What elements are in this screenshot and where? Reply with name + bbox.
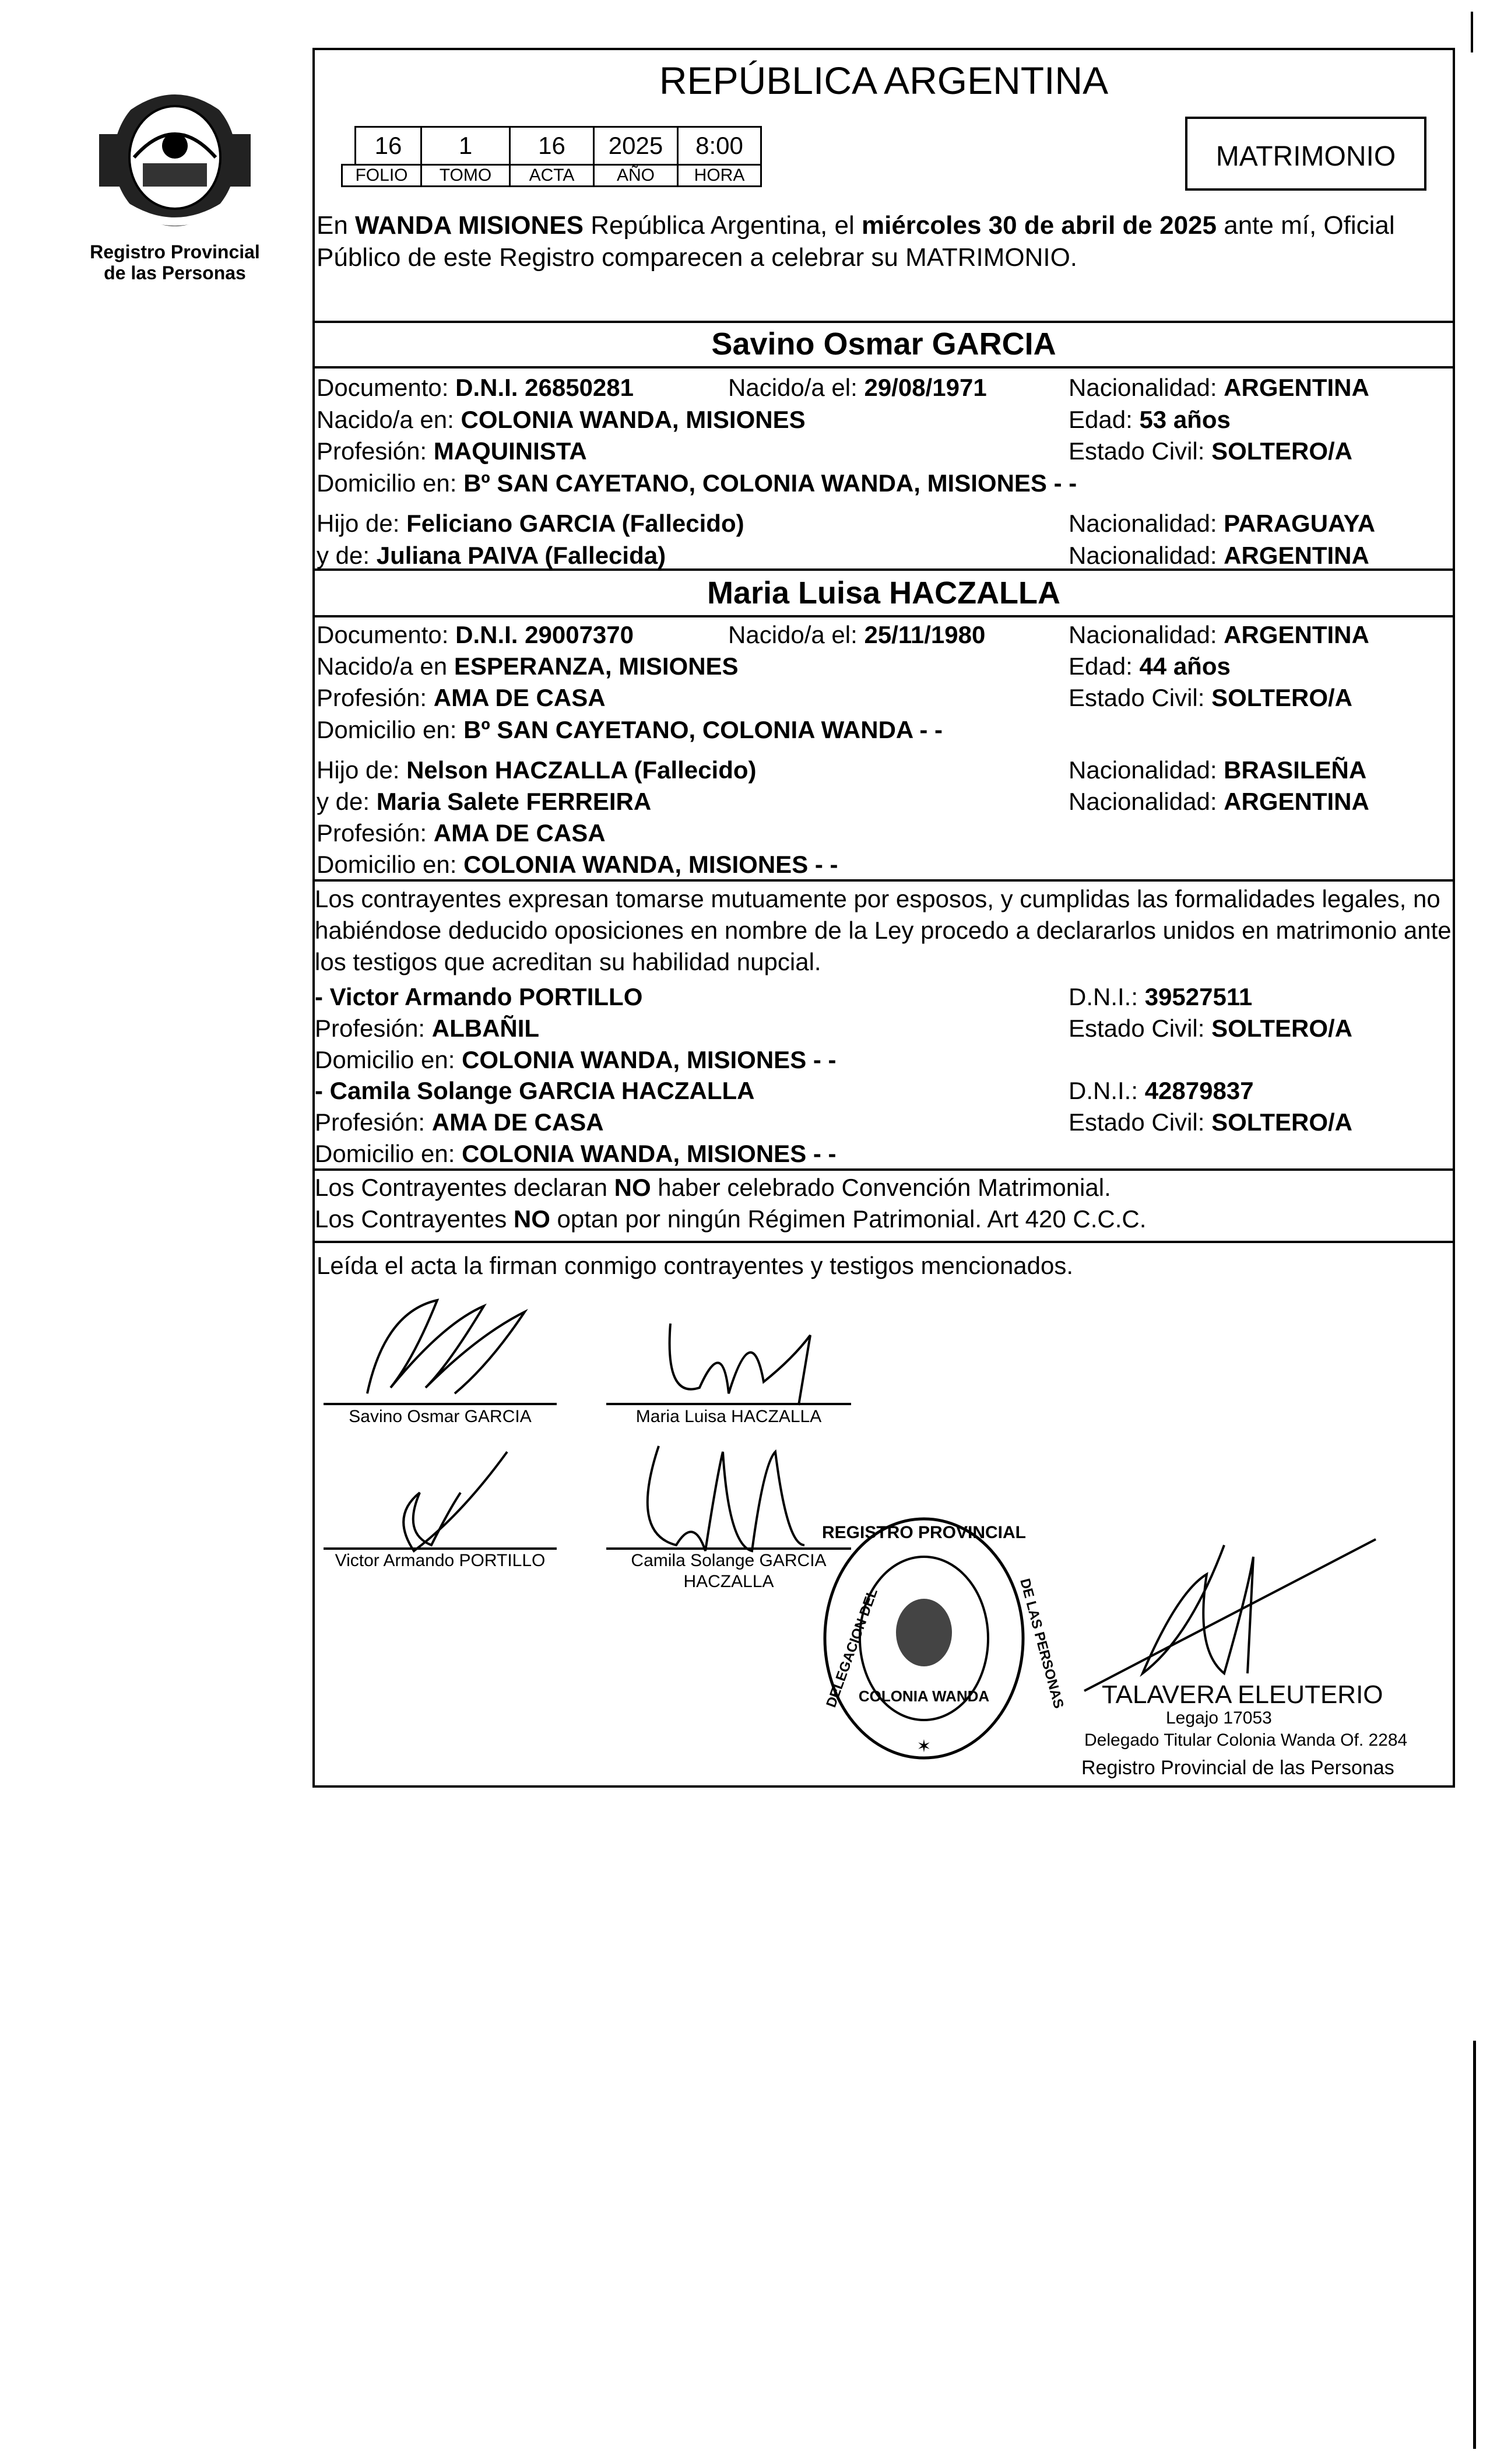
spouse1-civil-status: Estado Civil: SOLTERO/A <box>1069 437 1352 465</box>
spouse2-mother-address: Domicilio en: COLONIA WANDA, MISIONES - - <box>317 851 838 878</box>
act-type: MATRIMONIO <box>1215 141 1396 172</box>
witness1-name: - Victor Armando PORTILLO <box>315 983 643 1010</box>
spouse2-father: Hijo de: Nelson HACZALLA (Fallecido) <box>317 756 757 784</box>
spouse2-mother-profession: Profesión: AMA DE CASA <box>317 819 606 847</box>
spouse1-father-nationality: Nacionalidad: PARAGUAYA <box>1069 510 1376 537</box>
spouse2-birthdate: Nacido/a el: 25/11/1980 <box>728 621 986 648</box>
provincial-seal <box>87 76 262 233</box>
tomo-label: TOMO <box>420 164 511 187</box>
intro-place: WANDA MISIONES <box>355 211 584 240</box>
folio-label: FOLIO <box>341 164 422 187</box>
spouse1-mother: y de: Juliana PAIVA (Fallecida) <box>317 542 666 569</box>
read-statement: Leída el acta la firman conmigo contrayentes y testigos mencionados. <box>317 1252 1074 1279</box>
spouse1-document: Documento: D.N.I. 26850281 <box>317 374 634 401</box>
spouse1-birthplace: Nacido/a en: COLONIA WANDA, MISIONES <box>317 406 806 433</box>
sig3-line <box>324 1547 557 1550</box>
spouse2-mother: y de: Maria Salete FERREIRA <box>317 788 652 815</box>
intro-line2: Público de este Registro comparecen a celebrar su MATRIMONIO. <box>317 243 1078 272</box>
svg-text:COLONIA WANDA: COLONIA WANDA <box>858 1687 990 1705</box>
scan-edge-mark-top <box>1471 12 1473 52</box>
sig1-line <box>324 1403 557 1405</box>
declaration-line1: Los contrayentes expresan tomarse mutuamente por esposos, y cumplidas las formalidades legales, no <box>315 885 1440 912</box>
spouse2-mother-nationality: Nacionalidad: ARGENTINA <box>1069 788 1369 815</box>
witness1-profession: Profesión: ALBAÑIL <box>315 1015 540 1042</box>
divider-before-spouse2 <box>312 568 1455 571</box>
signature-savino <box>350 1289 554 1405</box>
declaration-line3: los testigos que acreditan su habilidad nupcial. <box>315 948 821 975</box>
spouse2-nationality: Nacionalidad: ARGENTINA <box>1069 621 1369 648</box>
sig1-caption: Savino Osmar GARCIA <box>349 1407 532 1426</box>
spouse2-civil-status: Estado Civil: SOLTERO/A <box>1069 684 1352 711</box>
official-role: Delegado Titular Colonia Wanda Of. 2284 <box>1084 1731 1408 1750</box>
divider-before-declaration <box>312 879 1455 882</box>
ano-value: 2025 <box>593 126 679 166</box>
spouse2-document: Documento: D.N.I. 29007370 <box>317 621 634 648</box>
spouse1-name: Savino Osmar GARCIA <box>711 327 1056 361</box>
divider-spouse2-name <box>312 615 1455 617</box>
official-org: Registro Provincial de las Personas <box>1081 1757 1394 1779</box>
ano-label: AÑO <box>593 164 679 187</box>
declaration-line2: habiéndose deducido oposiciones en nombre de la Ley procedo a declararlos unidos en matrimonio ante <box>315 917 1452 944</box>
acta-value: 16 <box>509 126 595 166</box>
spouse1-father: Hijo de: Feliciano GARCIA (Fallecido) <box>317 510 744 537</box>
convention-line2: Los Contrayentes NO optan por ningún Régimen Patrimonial. Art 420 C.C.C. <box>315 1205 1147 1233</box>
sig4-caption-line1: Camila Solange GARCIA <box>631 1551 827 1570</box>
signature-maria-luisa <box>647 1300 839 1417</box>
frame-bottom-border <box>312 1785 1455 1788</box>
org-name-line1: Registro Provincial <box>90 241 260 262</box>
spouse2-name: Maria Luisa HACZALLA <box>707 575 1061 610</box>
witness2-civil-status: Estado Civil: SOLTERO/A <box>1069 1108 1352 1136</box>
divider-before-spouse1 <box>312 321 1455 323</box>
signature-victor <box>344 1446 542 1563</box>
spouse2-father-nationality: Nacionalidad: BRASILEÑA <box>1069 756 1367 784</box>
acta-label: ACTA <box>509 164 595 187</box>
witness1-civil-status: Estado Civil: SOLTERO/A <box>1069 1015 1352 1042</box>
tomo-value: 1 <box>420 126 511 166</box>
hora-value: 8:00 <box>677 126 762 166</box>
spouse1-mother-nationality: Nacionalidad: ARGENTINA <box>1069 542 1369 569</box>
witness2-profession: Profesión: AMA DE CASA <box>315 1108 604 1136</box>
folio-value: 16 <box>354 126 422 166</box>
sig3-caption: Victor Armando PORTILLO <box>335 1551 546 1570</box>
svg-text:✶: ✶ <box>916 1736 932 1757</box>
convention-line1: Los Contrayentes declaran NO haber celebrado Convención Matrimonial. <box>315 1174 1111 1201</box>
spouse1-profession: Profesión: MAQUINISTA <box>317 437 587 465</box>
spouse1-address: Domicilio en: Bº SAN CAYETANO, COLONIA WANDA, MISIONES - - <box>317 469 1077 497</box>
spouse2-profession: Profesión: AMA DE CASA <box>317 684 606 711</box>
witness1-dni: D.N.I.: 39527511 <box>1069 983 1253 1010</box>
sig4-caption-line2: HACZALLA <box>683 1572 774 1591</box>
frame-right-border <box>1453 48 1455 1788</box>
frame-top-border <box>312 48 1455 50</box>
spouse2-age: Edad: 44 años <box>1069 652 1231 680</box>
divider-spouse1-name <box>312 366 1455 368</box>
svg-text:DE LAS PERSONAS: DE LAS PERSONAS <box>1017 1577 1067 1711</box>
witness2-dni: D.N.I.: 42879837 <box>1069 1077 1254 1104</box>
official-name: TALAVERA ELEUTERIO <box>1102 1680 1383 1709</box>
org-name-line2: de las Personas <box>104 262 246 283</box>
divider-before-signatures <box>312 1241 1455 1243</box>
hora-label: HORA <box>677 164 762 187</box>
witness1-address: Domicilio en: COLONIA WANDA, MISIONES - - <box>315 1046 837 1073</box>
signature-camila <box>618 1428 816 1563</box>
official-legajo: Legajo 17053 <box>1166 1708 1272 1728</box>
intro-line1: En WANDA MISIONES República Argentina, el miércoles 30 de abril de 2025 ante mí, Oficial <box>317 211 1395 240</box>
intro-date: miércoles 30 de abril de 2025 <box>861 211 1217 240</box>
spouse1-birthdate: Nacido/a el: 29/08/1971 <box>728 374 987 401</box>
sig2-line <box>606 1403 851 1405</box>
divider-before-convention <box>312 1168 1455 1171</box>
signature-official <box>1073 1522 1399 1697</box>
spouse2-birthplace: Nacido/a en ESPERANZA, MISIONES <box>317 652 739 680</box>
scan-edge-mark-bottom <box>1473 2041 1476 2449</box>
sig2-caption: Maria Luisa HACZALLA <box>635 1407 822 1426</box>
registry-stamp <box>816 1510 1067 1767</box>
sig4-line <box>606 1547 851 1550</box>
spouse2-address: Domicilio en: Bº SAN CAYETANO, COLONIA WANDA - - <box>317 716 943 743</box>
witness2-name: - Camila Solange GARCIA HACZALLA <box>315 1077 755 1104</box>
spouse1-age: Edad: 53 años <box>1069 406 1231 433</box>
witness2-address: Domicilio en: COLONIA WANDA, MISIONES - - <box>315 1140 837 1167</box>
page-title: REPÚBLICA ARGENTINA <box>659 59 1109 102</box>
svg-text:DELEGACION DEL: DELEGACION DEL <box>823 1586 881 1710</box>
spouse1-nationality: Nacionalidad: ARGENTINA <box>1069 374 1369 401</box>
svg-text:REGISTRO PROVINCIAL: REGISTRO PROVINCIAL <box>821 1523 1027 1542</box>
